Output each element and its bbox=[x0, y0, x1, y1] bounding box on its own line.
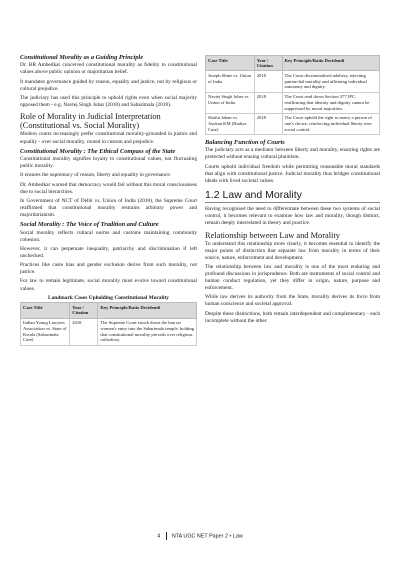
bullet-icon: • bbox=[229, 533, 232, 540]
paragraph: For law to remain legitimate, social morality must evolve toward constitutional values. bbox=[20, 278, 197, 292]
table-cell: 2018 bbox=[254, 113, 282, 134]
table-cell: The Court read down Section 377 IPC, reaffirming that identity and dignity cannot be suppressed by moral majorities. bbox=[282, 92, 379, 113]
table-cell: 2018 bbox=[254, 71, 282, 92]
right-column bbox=[205, 55, 380, 327]
paragraph: Constitutional morality signifies loyalty to constitutional values, not fluctuating public morality. bbox=[20, 156, 197, 170]
table-header: Key Principle/Ratio Decidendi bbox=[282, 56, 379, 71]
left-column bbox=[20, 52, 197, 346]
page-number: 4 bbox=[157, 533, 161, 540]
section-title: 1.2 Law and Morality bbox=[205, 189, 380, 204]
table-cell: 2018 bbox=[70, 318, 98, 345]
table-cell: The Court decriminalised adultery, rejecting patriarchal morality and affirming individual autonomy and dignity. bbox=[282, 71, 379, 92]
table-cell: The Court upheld the right to marry a person of one's choice, reinforcing individual liberty over social control. bbox=[282, 113, 379, 134]
table-header: Year / Citation bbox=[70, 303, 98, 318]
table-row bbox=[206, 92, 380, 113]
table-header: Case Title bbox=[206, 56, 255, 71]
table-title: Landmark Cases Upholding Constitutional Morality bbox=[47, 294, 169, 301]
landmark-cases-table bbox=[20, 302, 197, 345]
heading-balancing-function: Balancing Function of Courts bbox=[205, 139, 285, 147]
paragraph: Modern courts increasingly prefer constitutional morality-grounded in justice and equality - over social morality, rooted in custom and prejudice. bbox=[20, 131, 197, 145]
subject: Law bbox=[232, 533, 243, 540]
paragraph: The judiciary acts as a mediator between liberty and morality, ensuring rights are protected without erasing cultural pluralism. bbox=[205, 147, 380, 161]
paragraph: The judiciary has used this principle to uphold rights even when social majority opposed them - e.g. Navtej Singh Johar (2018) and Sabarimala (2018). bbox=[20, 94, 197, 108]
table-header: Key Principle/Ratio Decidendi bbox=[98, 303, 197, 318]
paragraph: Practices like caste bias and gender exclusion derive from such morality, not justice. bbox=[20, 262, 197, 276]
table-cell: Navtej Singh Johar vs. Union of India bbox=[206, 92, 255, 113]
table-header-row bbox=[21, 303, 197, 318]
paragraph: However, it can perpetuate inequality, patriarchy and discrimination if left unchecked. bbox=[20, 245, 197, 259]
page-footer bbox=[0, 532, 400, 540]
table-cell: Shafin Jahan vs. Asokan KM (Hadiya Case) bbox=[206, 113, 255, 134]
paragraph: Dr. BR Ambedkar conceived constitutional morality as fidelity to constitutional values above public opinion or majoritarian belief. bbox=[20, 62, 197, 76]
paragraph: Social morality reflects cultural norms and customs maintaining community cohesion. bbox=[20, 229, 197, 243]
paragraph: While law derives its authority from the State, morality derives its force from human conscience and societal approval. bbox=[205, 294, 380, 308]
cases-table-continued bbox=[205, 55, 380, 135]
paragraph: To understand this relationship more clearly, it becomes essential to identify the major points of distinction that separate law from morality in terms of their source, nature, enforcement and development. bbox=[205, 240, 380, 261]
table-row bbox=[21, 318, 197, 345]
paragraph: Dr. Ambedkar warned that democracy would fail without this moral consciousness due to social hierarchies. bbox=[20, 181, 197, 195]
table-cell: 2018 bbox=[254, 92, 282, 113]
book-title: NTA UGC NET Paper 2 bbox=[171, 533, 228, 540]
heading-relationship-law-morality: Relationship between Law and Morality bbox=[205, 230, 340, 240]
table-cell: The Supreme Court struck down the ban on women's entry into the Sabarimala temple, holding that constitutional morality prevails over religious orthodoxy. bbox=[98, 318, 197, 345]
table-row bbox=[206, 113, 380, 134]
paragraph: It mandates governance guided by reason, equality and justice, not by religious or cultural prejudice. bbox=[20, 78, 197, 92]
paragraph: Having recognised the need to differentiate between these two systems of social control, it becomes relevant to examine how law and morality, though distinct, remain deeply interrelated in theory and practice. bbox=[205, 206, 380, 227]
table-row bbox=[206, 71, 380, 92]
heading-judicial-interpretation: Role of Morality in Judicial Interpretation (Constitutional vs. Social Morality) bbox=[20, 112, 161, 131]
table-cell: Indian Young Lawyers Association vs. State of Kerala (Sabarimala Case) bbox=[21, 318, 70, 345]
paragraph: Despite these distinctions, both remain interdependent and complementary - each incomplete without the other. bbox=[205, 310, 380, 324]
heading-ethical-compass: Constitutional Morality : The Ethical Compass of the State bbox=[20, 147, 176, 155]
paragraph: Courts uphold individual freedom while permitting reasonable moral standards that align with constitutional justice. Judicial morality thus bridges constitutional ideals with lived societal values. bbox=[205, 163, 380, 184]
paragraph: The relationship between law and morality is one of the most enduring and profound discussions in jurisprudence. Both are instruments of social control and human conduct regulation, yet they differ in origin, nature, purpose and enforcement. bbox=[205, 264, 380, 292]
table-header: Year / Citation bbox=[254, 56, 282, 71]
paragraph: It ensures the supremacy of reason, liberty and equality in governance. bbox=[20, 172, 172, 179]
table-cell: Joseph Shine vs. Union of India bbox=[206, 71, 255, 92]
heading-constitutional-morality-guiding: Constitutional Morality as a Guiding Principle bbox=[20, 54, 144, 61]
paragraph: In Government of NCT of Delhi vs. Union of India (2018), the Supreme Court reaffirmed that constitutional morality restrains arbitrary power and majoritarianism. bbox=[20, 197, 197, 219]
footer-divider bbox=[166, 532, 167, 540]
table-header: Case Title bbox=[21, 303, 70, 318]
heading-social-morality: Social Morality : The Voice of Tradition and Culture bbox=[20, 221, 159, 229]
table-header-row bbox=[206, 56, 380, 71]
